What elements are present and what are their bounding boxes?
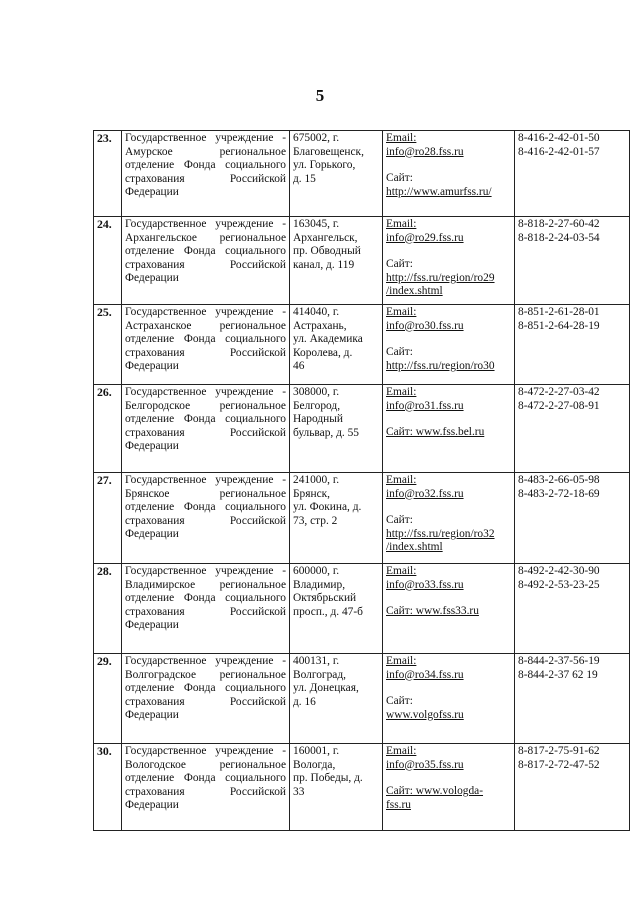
address-cell — [290, 131, 383, 217]
address-cell — [290, 217, 383, 305]
fss-offices-table — [93, 130, 630, 831]
email-label: Email: — [386, 474, 417, 486]
contacts-cell — [383, 744, 515, 831]
phone-number: 8-818-2-24-03-54 — [518, 231, 600, 244]
institution-name: Государственное учреждение - Архангельское региональное отделение Фонда социального страхования Российской Федерации — [122, 217, 290, 305]
phones-cell — [515, 131, 630, 217]
site-link[interactable]: fss.ru — [386, 798, 411, 811]
institution-name: Государственное учреждение - Волгоградское региональное отделение Фонда социального страхования Российской Федерации — [122, 654, 290, 744]
email-link[interactable]: info@ro28.fss.ru — [386, 145, 464, 158]
email-link[interactable]: info@ro33.fss.ru — [386, 578, 464, 591]
address-line: д. 15 — [293, 172, 316, 185]
spacer — [386, 333, 511, 346]
email-link[interactable]: info@ro35.fss.ru — [386, 758, 464, 771]
site-link[interactable]: Сайт: www.fss.bel.ru — [386, 426, 485, 439]
address-line: 400131, г. — [293, 655, 340, 667]
address-line: ул. Академика — [293, 333, 363, 346]
address-cell — [290, 473, 383, 564]
address-cell — [290, 564, 383, 654]
site-label: Сайт: — [386, 514, 413, 527]
address-line: ул. Горького, — [293, 159, 356, 172]
address-line: 73, стр. 2 — [293, 514, 338, 527]
address-line: канал, д. 119 — [293, 258, 355, 271]
institution-name: Государственное учреждение - Вологодское региональное отделение Фонда социального страхования Российской Федерации — [122, 744, 290, 831]
spacer — [386, 592, 511, 605]
table-row — [94, 131, 630, 217]
phone-number: 8-844-2-37-56-19 — [518, 655, 600, 667]
address-line: 600000, г. — [293, 565, 340, 577]
institution-name: Государственное учреждение - Брянское региональное отделение Фонда социального страхования Российской Федерации — [122, 473, 290, 564]
address-line: Владимир, — [293, 578, 346, 591]
phone-number: 8-416-2-42-01-50 — [518, 132, 600, 144]
address-line: Белгород, — [293, 399, 341, 412]
site-link[interactable]: http://fss.ru/region/ro29 — [386, 271, 495, 284]
table-row — [94, 473, 630, 564]
address-line: 414040, г. — [293, 306, 340, 318]
site-link[interactable]: /index.shtml — [386, 541, 443, 554]
phone-number: 8-818-2-27-60-42 — [518, 218, 600, 230]
address-line: 46 — [293, 360, 305, 373]
contacts-cell — [383, 131, 515, 217]
page-number: 5 — [315, 86, 325, 105]
phones-cell — [515, 473, 630, 564]
phones-cell — [515, 564, 630, 654]
contacts-cell — [383, 385, 515, 473]
table-row — [94, 385, 630, 473]
phones-cell — [515, 654, 630, 744]
email-link[interactable]: info@ro29.fss.ru — [386, 231, 464, 244]
institution-name: Государственное учреждение - Белгородское региональное отделение Фонда социального страхования Российской Федерации — [122, 385, 290, 473]
row-number: 27. — [94, 473, 122, 564]
address-line: бульвар, д. 55 — [293, 426, 359, 439]
address-cell — [290, 385, 383, 473]
contacts-cell — [383, 473, 515, 564]
email-link[interactable]: info@ro32.fss.ru — [386, 487, 464, 500]
email-link[interactable]: info@ro34.fss.ru — [386, 668, 464, 681]
contacts-cell — [383, 305, 515, 385]
address-line: 33 — [293, 785, 305, 798]
address-line: Волгоград, — [293, 668, 346, 681]
table-row — [94, 305, 630, 385]
table-row — [94, 564, 630, 654]
address-line: ул. Донецкая, — [293, 682, 359, 695]
address-line: 308000, г. — [293, 386, 340, 398]
address-line: пр. Победы, д. — [293, 772, 363, 785]
address-line: 160001, г. — [293, 745, 340, 757]
table-body — [94, 131, 630, 831]
phone-number: 8-851-2-61-28-01 — [518, 306, 600, 318]
table-row — [94, 744, 630, 831]
spacer — [386, 413, 511, 426]
institution-name: Государственное учреждение - Астраханское региональное отделение Фонда социального страхования Российской Федерации — [122, 305, 290, 385]
contacts-cell — [383, 654, 515, 744]
address-line: просп., д. 47-б — [293, 605, 363, 618]
site-link[interactable]: /index.shtml — [386, 285, 443, 298]
email-label: Email: — [386, 745, 417, 757]
phone-number: 8-817-2-72-47-52 — [518, 758, 600, 771]
spacer — [386, 772, 511, 785]
site-link[interactable]: Сайт: www.vologda- — [386, 785, 484, 798]
spacer — [386, 159, 511, 172]
email-label: Email: — [386, 655, 417, 667]
site-link[interactable]: www.volgofss.ru — [386, 708, 464, 721]
phone-number: 8-472-2-27-03-42 — [518, 386, 600, 398]
site-link[interactable]: Сайт: www.fss33.ru — [386, 605, 479, 618]
address-line: ул. Фокина, д. — [293, 501, 362, 514]
site-label: Сайт: — [386, 695, 413, 708]
table-row — [94, 217, 630, 305]
institution-name: Государственное учреждение - Амурское региональное отделение Фонда социального страхования Российской Федерации — [122, 131, 290, 217]
phone-number: 8-817-2-75-91-62 — [518, 745, 600, 757]
site-label: Сайт: — [386, 346, 413, 359]
address-line: 675002, г. — [293, 132, 340, 144]
phone-number: 8-492-2-53-23-25 — [518, 578, 600, 591]
phone-number: 8-844-2-37 62 19 — [518, 668, 598, 681]
phone-number: 8-416-2-42-01-57 — [518, 145, 600, 158]
contacts-cell — [383, 564, 515, 654]
site-label: Сайт: — [386, 172, 413, 185]
phone-number: 8-492-2-42-30-90 — [518, 565, 600, 577]
phone-number: 8-483-2-66-05-98 — [518, 474, 600, 486]
address-line: 241000, г. — [293, 474, 340, 486]
address-line: Брянск, — [293, 487, 331, 500]
phones-cell — [515, 305, 630, 385]
table-row — [94, 654, 630, 744]
phones-cell — [515, 744, 630, 831]
row-number: 30. — [94, 744, 122, 831]
address-line: Вологда, — [293, 758, 336, 771]
row-number: 25. — [94, 305, 122, 385]
institution-name: Государственное учреждение - Владимирское региональное отделение Фонда социального страхования Российской Федерации — [122, 564, 290, 654]
phones-cell — [515, 385, 630, 473]
address-line: Народный — [293, 413, 343, 426]
phone-number: 8-851-2-64-28-19 — [518, 319, 600, 332]
phone-number: 8-483-2-72-18-69 — [518, 487, 600, 500]
address-line: 163045, г. — [293, 218, 340, 230]
address-cell — [290, 654, 383, 744]
address-line: Октябрьский — [293, 592, 357, 605]
email-label: Email: — [386, 565, 417, 577]
email-label: Email: — [386, 386, 417, 398]
address-line: Благовещенск, — [293, 145, 364, 158]
address-cell — [290, 305, 383, 385]
spacer — [386, 501, 511, 514]
phone-number: 8-472-2-27-08-91 — [518, 399, 600, 412]
address-line: д. 16 — [293, 695, 316, 708]
row-number: 28. — [94, 564, 122, 654]
row-number: 24. — [94, 217, 122, 305]
site-link[interactable]: http://www.amurfss.ru/ — [386, 185, 492, 198]
row-number: 26. — [94, 385, 122, 473]
row-number: 29. — [94, 654, 122, 744]
email-label: Email: — [386, 218, 417, 230]
email-link[interactable]: info@ro30.fss.ru — [386, 319, 464, 332]
spacer — [386, 682, 511, 695]
address-cell — [290, 744, 383, 831]
email-link[interactable]: info@ro31.fss.ru — [386, 399, 464, 412]
site-link[interactable]: http://fss.ru/region/ro32 — [386, 527, 495, 540]
address-line: Астрахань, — [293, 319, 347, 332]
email-label: Email: — [386, 132, 417, 144]
site-link[interactable]: http://fss.ru/region/ro30 — [386, 359, 495, 372]
address-line: Королева, д. — [293, 346, 353, 359]
address-line: Архангельск, — [293, 231, 358, 244]
contacts-cell — [383, 217, 515, 305]
site-label: Сайт: — [386, 258, 413, 271]
spacer — [386, 245, 511, 258]
row-number: 23. — [94, 131, 122, 217]
email-label: Email: — [386, 306, 417, 318]
phones-cell — [515, 217, 630, 305]
address-line: пр. Обводный — [293, 245, 361, 258]
